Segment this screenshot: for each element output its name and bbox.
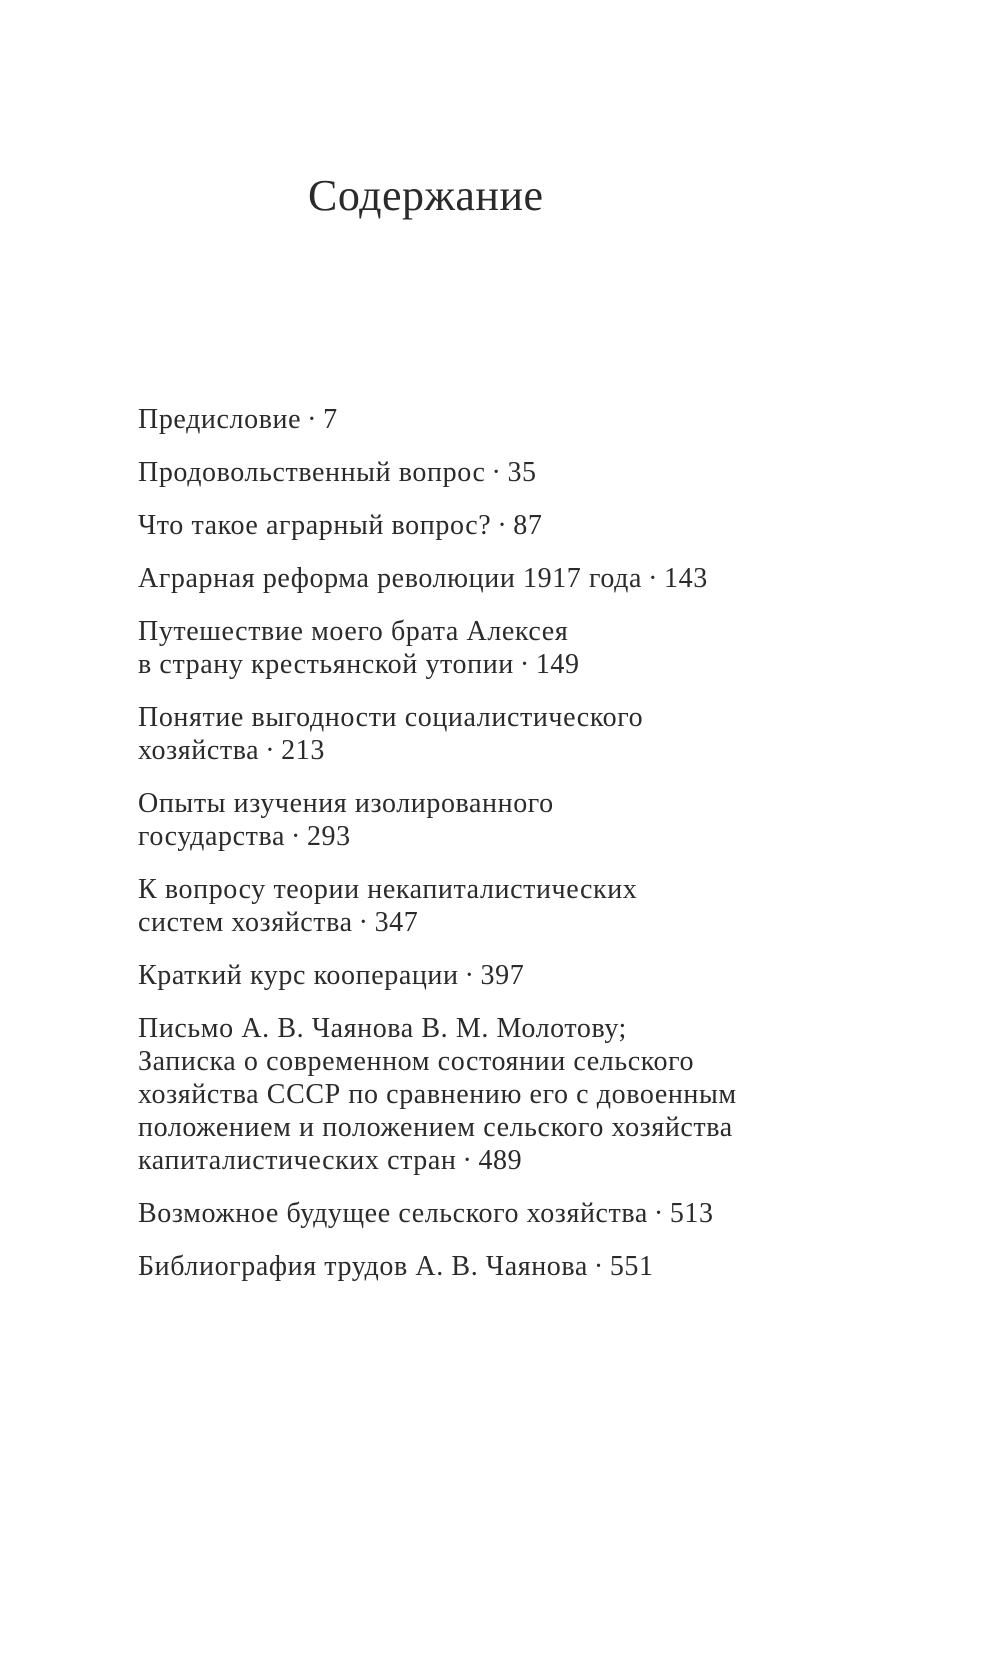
toc-entry-title-line bbox=[138, 562, 918, 595]
toc-separator: · bbox=[519, 649, 530, 680]
toc-entry bbox=[138, 873, 918, 939]
toc-separator: · bbox=[648, 563, 658, 594]
toc-page-number: 35 bbox=[507, 457, 537, 488]
toc-entry bbox=[138, 959, 918, 992]
toc-entry bbox=[138, 787, 918, 853]
toc-entry-title-line: положением и положением сельского хозяйства bbox=[138, 1112, 733, 1143]
toc-entry-title-text: Возможное будущее сельского хозяйства bbox=[138, 1198, 648, 1229]
toc-entry-title-line: Письмо А. В. Чаянова В. М. Молотову; bbox=[138, 1013, 627, 1044]
toc-entry-title-text: в страну крестьянской утопии bbox=[138, 649, 514, 680]
toc-entry bbox=[138, 1012, 918, 1177]
toc-entry-title-line bbox=[138, 1144, 918, 1177]
toc-entry bbox=[138, 1250, 918, 1283]
toc-entry bbox=[138, 403, 918, 436]
toc-page-number: 551 bbox=[609, 1251, 654, 1282]
toc-separator: · bbox=[462, 1145, 473, 1176]
page-title: Содержание bbox=[308, 171, 544, 220]
toc-separator: · bbox=[291, 821, 301, 852]
toc-entry-title-line bbox=[138, 820, 918, 853]
toc-separator: · bbox=[491, 457, 502, 488]
toc-entry-title-line bbox=[138, 906, 918, 939]
toc-separator: · bbox=[593, 1251, 604, 1282]
toc-entry-title-line bbox=[138, 509, 918, 542]
toc-entry bbox=[138, 615, 918, 681]
toc-entry-title-text: Краткий курс кооперации bbox=[138, 960, 459, 991]
toc-entry-title-line bbox=[138, 648, 918, 681]
toc-entry-title-text: капиталистических стран bbox=[138, 1145, 457, 1176]
toc-separator: · bbox=[358, 907, 369, 938]
toc-separator: · bbox=[464, 960, 475, 991]
toc-entry bbox=[138, 562, 918, 595]
toc-page-number: 213 bbox=[281, 735, 325, 766]
toc-page-number: 513 bbox=[669, 1198, 714, 1229]
toc-entry-title-line bbox=[138, 403, 918, 436]
toc-entry-title-text: Библиография трудов А. В. Чаянова bbox=[138, 1251, 588, 1282]
toc-page-number: 489 bbox=[478, 1145, 523, 1176]
toc-page-number: 143 bbox=[664, 563, 708, 594]
toc-entry-title-line: Путешествие моего брата Алексея bbox=[138, 616, 569, 647]
toc-entry-title-text: хозяйства bbox=[138, 735, 260, 766]
toc-entry-title-line: Опыты изучения изолированного bbox=[138, 788, 554, 819]
toc-entry-title-line: Записка о современном состоянии сельского bbox=[138, 1046, 695, 1077]
toc-separator: · bbox=[497, 510, 508, 541]
toc-entry-title-line bbox=[138, 1250, 918, 1283]
toc-entry-title-line bbox=[138, 456, 918, 489]
toc-entry-title-line: Понятие выгодности социалистического bbox=[138, 702, 644, 733]
toc-page-number: 7 bbox=[323, 404, 338, 435]
toc-page-number: 149 bbox=[535, 649, 580, 680]
toc-entry-title-text: Продовольственный вопрос bbox=[138, 457, 486, 488]
toc-entry-title-line bbox=[138, 734, 918, 767]
table-of-contents bbox=[138, 403, 918, 1303]
toc-entry bbox=[138, 1197, 918, 1230]
toc-entry-title-line: К вопросу теории некапиталистических bbox=[138, 874, 638, 905]
toc-page-number: 397 bbox=[480, 960, 525, 991]
toc-entry-title-text: Аграрная реформа революции 1917 года bbox=[138, 563, 643, 594]
toc-entry bbox=[138, 509, 918, 542]
toc-entry-title-line bbox=[138, 959, 918, 992]
toc-entry bbox=[138, 456, 918, 489]
toc-entry-title-text: государства bbox=[138, 821, 285, 852]
toc-entry-title-line: хозяйства СССР по сравнению его с довоенным bbox=[138, 1079, 737, 1110]
toc-page-number: 293 bbox=[306, 821, 351, 852]
toc-entry-title-line bbox=[138, 1197, 918, 1230]
toc-separator: · bbox=[653, 1198, 664, 1229]
toc-entry bbox=[138, 701, 918, 767]
toc-entry-title-text: систем хозяйства bbox=[138, 907, 353, 938]
toc-separator: · bbox=[265, 735, 276, 766]
toc-entry-title-text: Предисловие bbox=[138, 404, 302, 435]
toc-entry-title-text: Что такое аграрный вопрос? bbox=[138, 510, 492, 541]
toc-separator: · bbox=[307, 404, 318, 435]
toc-page-number: 87 bbox=[513, 510, 543, 541]
toc-page-number: 347 bbox=[374, 907, 419, 938]
